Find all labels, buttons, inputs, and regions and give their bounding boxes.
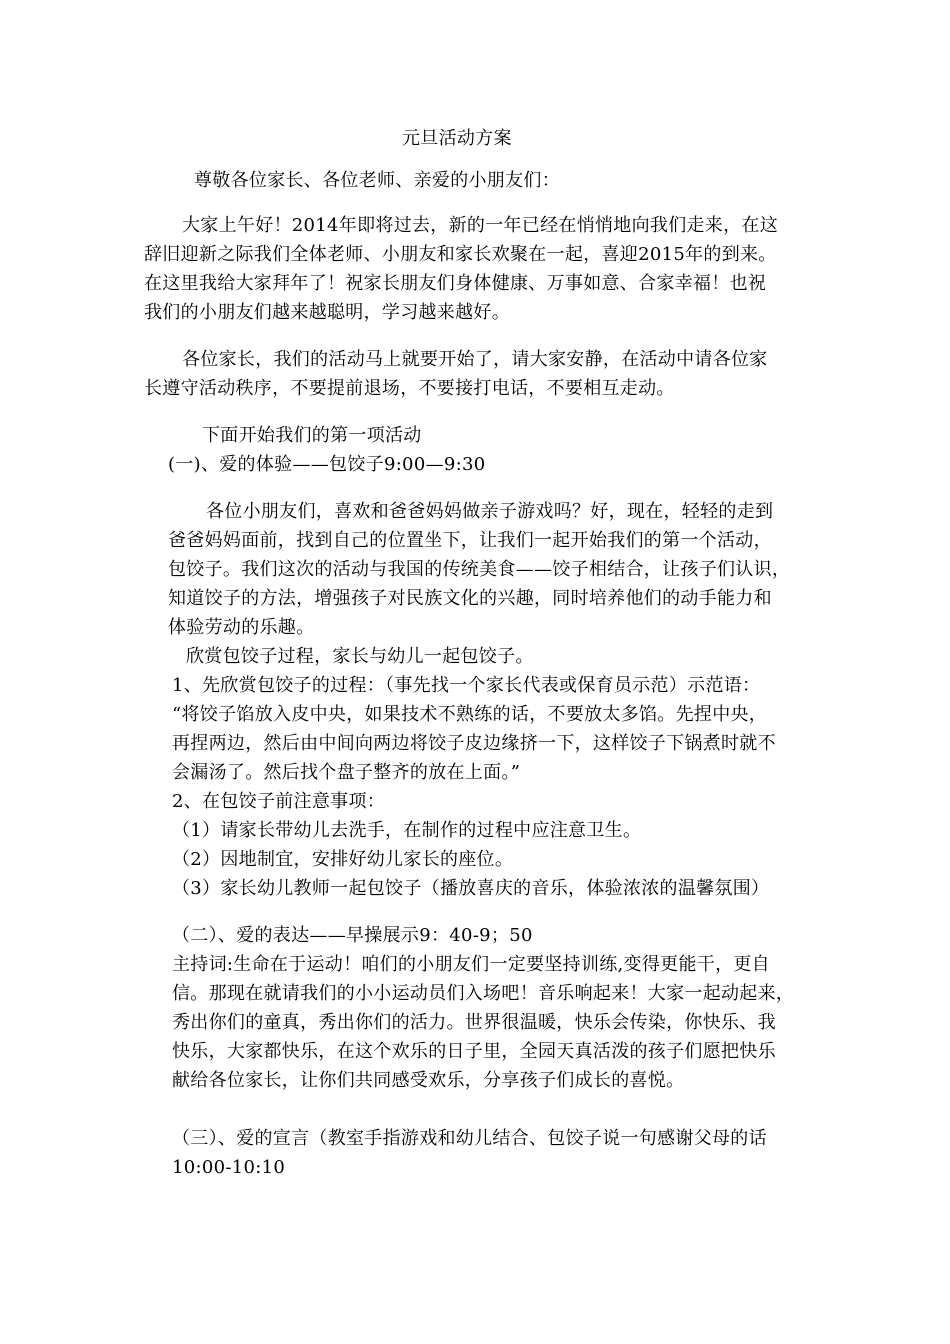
paragraph-line: 知道饺子的方法，增强孩子对民族文化的兴趣，同时培养他们的动手能力和: [168, 588, 772, 609]
quote-line: “将饺子馅放入皮中央，如果技术不熟练的话，不要放太多馅。先捏中央，: [172, 704, 768, 725]
paragraph-line: 体验劳动的乐趣。: [168, 617, 315, 638]
step-2: 2、在包饺子前注意事项：: [172, 791, 386, 812]
note-item: （3）家长幼儿教师一起包饺子（播放喜庆的音乐，体验浓浓的温馨氛围）: [172, 878, 770, 899]
paragraph-line: 辞旧迎新之际我们全体老师、小朋友和家长欢聚在一起，喜迎2015年的到来。: [144, 244, 777, 265]
quote-line: 会漏汤了。然后找个盘子整齐的放在上面。”: [172, 762, 521, 783]
quote-line: 再捏两边，然后由中间向两边将饺子皮边缘挤一下，这样饺子下锅煮时就不: [172, 733, 776, 754]
paragraph-line: 各位家长，我们的活动马上就要开始了，请大家安静，在活动中请各位家: [182, 349, 768, 370]
paragraph-line: 包饺子。我们这次的活动与我国的传统美食——饺子相结合，让孩子们认识，: [168, 559, 791, 580]
greeting: 尊敬各位家长、各位老师、亲爱的小朋友们：: [194, 170, 560, 191]
note-item: （2）因地制宜，安排好幼儿家长的座位。: [172, 849, 514, 870]
paragraph-line: 我们的小朋友们越来越聪明，学习越来越好。: [144, 302, 510, 323]
paragraph-line: 长遵守活动秩序，不要提前退场，不要接打电话，不要相互走动。: [144, 378, 675, 399]
paragraph-line: 快乐，大家都快乐，在这个欢乐的日子里，全园天真活泼的孩子们愿把快乐: [172, 1041, 776, 1062]
paragraph-line: 在这里我给大家拜年了！祝家长朋友们身体健康、万事如意、合家幸福！也祝: [144, 273, 767, 294]
paragraph-line: 主持词:生命在于运动！咱们的小朋友们一定要坚持训练,变得更能干，更自: [172, 954, 770, 975]
intro-line: 下面开始我们的第一项活动: [202, 425, 422, 446]
paragraph-line: 爸爸妈妈面前，找到自己的位置坐下，让我们一起开始我们的第一个活动，: [168, 530, 772, 551]
paragraph-line: 各位小朋友们，喜欢和爸爸妈妈做亲子游戏吗？好，现在，轻轻的走到: [206, 501, 774, 522]
paragraph-line: 信。那现在就请我们的小小运动员们入场吧！音乐响起来！大家一起动起来，: [172, 983, 795, 1004]
section-heading-2: （二）、爱的表达——早操展示9：40-9；50: [172, 925, 533, 946]
paragraph-line: 秀出你们的童真，秀出你们的活力。世界很温暖，快乐会传染，你快乐、我: [172, 1012, 776, 1033]
section-heading-1: (一)、爱的体验——包饺子9:00—9:30: [168, 454, 486, 475]
paragraph-line: 献给各位家长，让你们共同感受欢乐，分享孩子们成长的喜悦。: [172, 1070, 685, 1091]
document-title: 元旦活动方案: [402, 128, 512, 149]
section-heading-3-time: 10:00-10:10: [172, 1157, 286, 1178]
paragraph-line: 大家上午好！2014年即将过去，新的一年已经在悄悄地向我们走来，在这: [182, 215, 779, 236]
appreciate-line: 欣赏包饺子过程，家长与幼儿一起包饺子。: [186, 646, 534, 667]
section-heading-3: （三）、爱的宣言（教室手指游戏和幼儿结合、包饺子说一句感谢父母的话: [172, 1128, 767, 1149]
step-1: 1、先欣赏包饺子的过程：（事先找一个家长代表或保育员示范）示范语：: [172, 675, 761, 696]
note-item: （1）请家长带幼儿去洗手，在制作的过程中应注意卫生。: [172, 820, 642, 841]
